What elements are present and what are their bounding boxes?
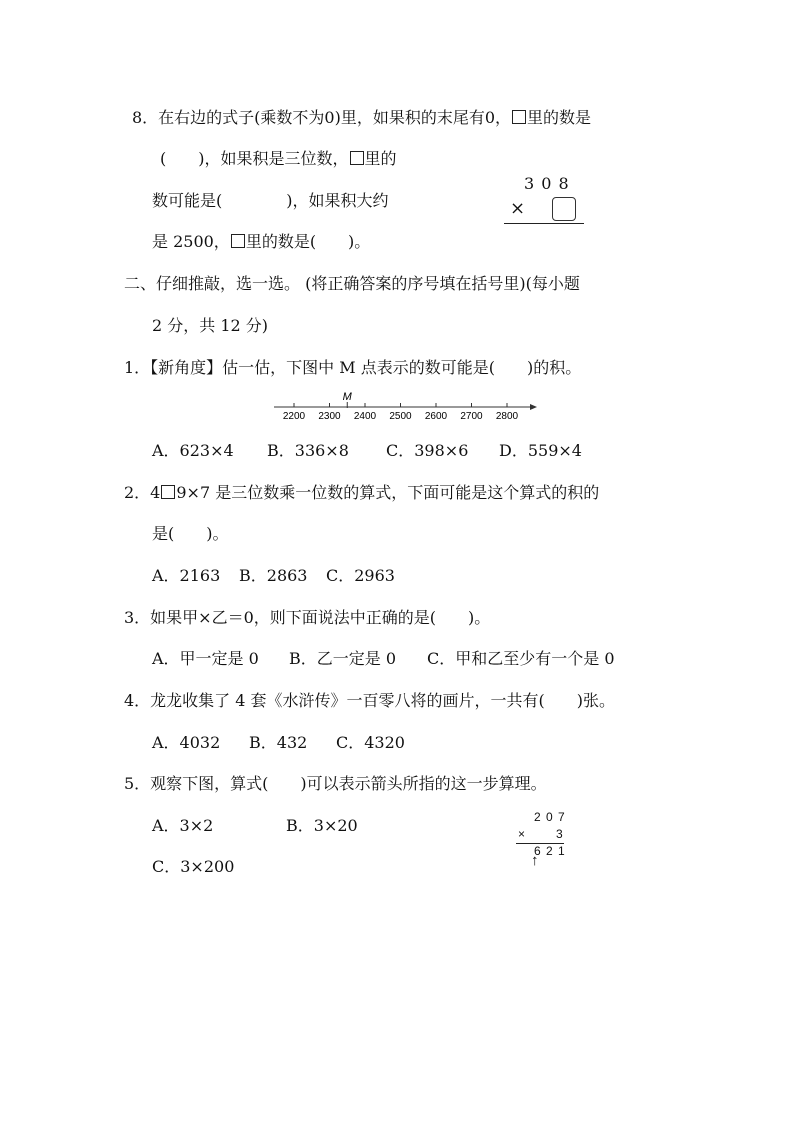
q2-line2: 是( )。 [152,524,229,543]
q2-line1a-text: 2．4 [124,483,161,502]
q5-option-b[interactable]: B．3×20 [286,816,358,835]
q1-option-d[interactable]: D．559×4 [499,441,582,460]
blank-square-icon [350,151,364,165]
q5-text: 5．观察下图，算式( )可以表示箭头所指的这一步算理。 [124,774,547,793]
q5-calc [510,808,580,872]
q1-option-b[interactable]: B．336×8 [267,441,349,460]
number-line-tick-label: 2200 [282,411,306,422]
q2-line1 [124,482,599,504]
q8-line1 [132,107,591,129]
q8-calc-times: × [510,198,526,219]
up-arrow-icon: ↑ [531,852,539,869]
q1-number-line [268,388,540,424]
q8-calc-blank-box [552,197,576,221]
q2-option-b[interactable]: B．2863 [239,566,308,585]
section2-line2: 2 分，共 12 分) [152,316,269,335]
blank-square-icon [512,110,526,124]
blank-square-icon [161,485,175,499]
q5-option-a[interactable]: A．3×2 [152,816,214,835]
q8-calc-rule [504,223,584,224]
q8-calc [500,172,586,232]
q8-line3: 数可能是( )，如果积大约 [152,191,389,210]
number-line-tick-label: 2500 [389,411,412,422]
q3-option-a[interactable]: A．甲一定是 0 [152,649,259,668]
q8-line1-text: 8．在右边的式子(乘数不为0)里，如果积的末尾有0， [132,108,512,127]
q1-text: 1．【新角度】估一估，下图中 M 点表示的数可能是( )的积。 [124,358,582,377]
q4-option-b[interactable]: B．432 [249,733,308,752]
q3-option-b[interactable]: B．乙一定是 0 [289,649,397,668]
q5-calc-result: 6 2 1 [534,844,566,858]
number-line-tick-label: 2700 [460,411,483,422]
q4-option-a[interactable]: A．4032 [152,733,221,752]
q5-calc-top: 2 0 7 [534,810,566,824]
blank-square-icon [231,234,245,248]
number-line-arrow-icon [530,404,537,410]
q3-option-c[interactable]: C．甲和乙至少有一个是 0 [427,649,615,668]
q5-calc-times: × [518,827,526,841]
q2-option-c[interactable]: C．2963 [326,566,395,585]
number-line-tick-label: 2300 [318,411,341,422]
q4-text: 4．龙龙收集了 4 套《水浒传》一百零八将的画片，一共有( )张。 [124,691,616,710]
number-line-marker-m: M [342,391,352,403]
section2-line1: 二、仔细推敲，选一选。 (将正确答案的序号填在括号里)(每小题 [124,274,580,293]
number-line-tick-label: 2800 [495,411,519,422]
q1-option-a[interactable]: A．623×4 [152,441,234,460]
q8-line2a-text: ( )，如果积是三位数， [160,149,349,168]
q5-calc-multiplier: 3 [556,827,563,841]
q5-option-c[interactable]: C．3×200 [152,857,235,876]
q8-line4b-text: 里的数是( )。 [245,232,371,251]
q8-calc-top: 3 0 8 [524,174,570,193]
q8-line4 [152,231,370,253]
q4-option-c[interactable]: C．4320 [336,733,405,752]
q8-line2 [160,148,397,170]
q3-text: 3．如果甲×乙＝0，则下面说法中正确的是( )。 [124,608,491,627]
q8-line4a-text: 是 2500， [152,232,230,251]
q2-option-a[interactable]: A．2163 [152,566,221,585]
q8-line1b-text: 里的数是 [527,108,592,127]
q2-line1b-text: 9×7 是三位数乘一位数的算式，下面可能是这个算式的积的 [176,483,600,502]
number-line-tick-label: 2400 [353,411,377,422]
q8-line2b-text: 里的 [364,149,397,168]
q1-option-c[interactable]: C．398×6 [386,441,469,460]
number-line-tick-label: 2600 [424,411,448,422]
